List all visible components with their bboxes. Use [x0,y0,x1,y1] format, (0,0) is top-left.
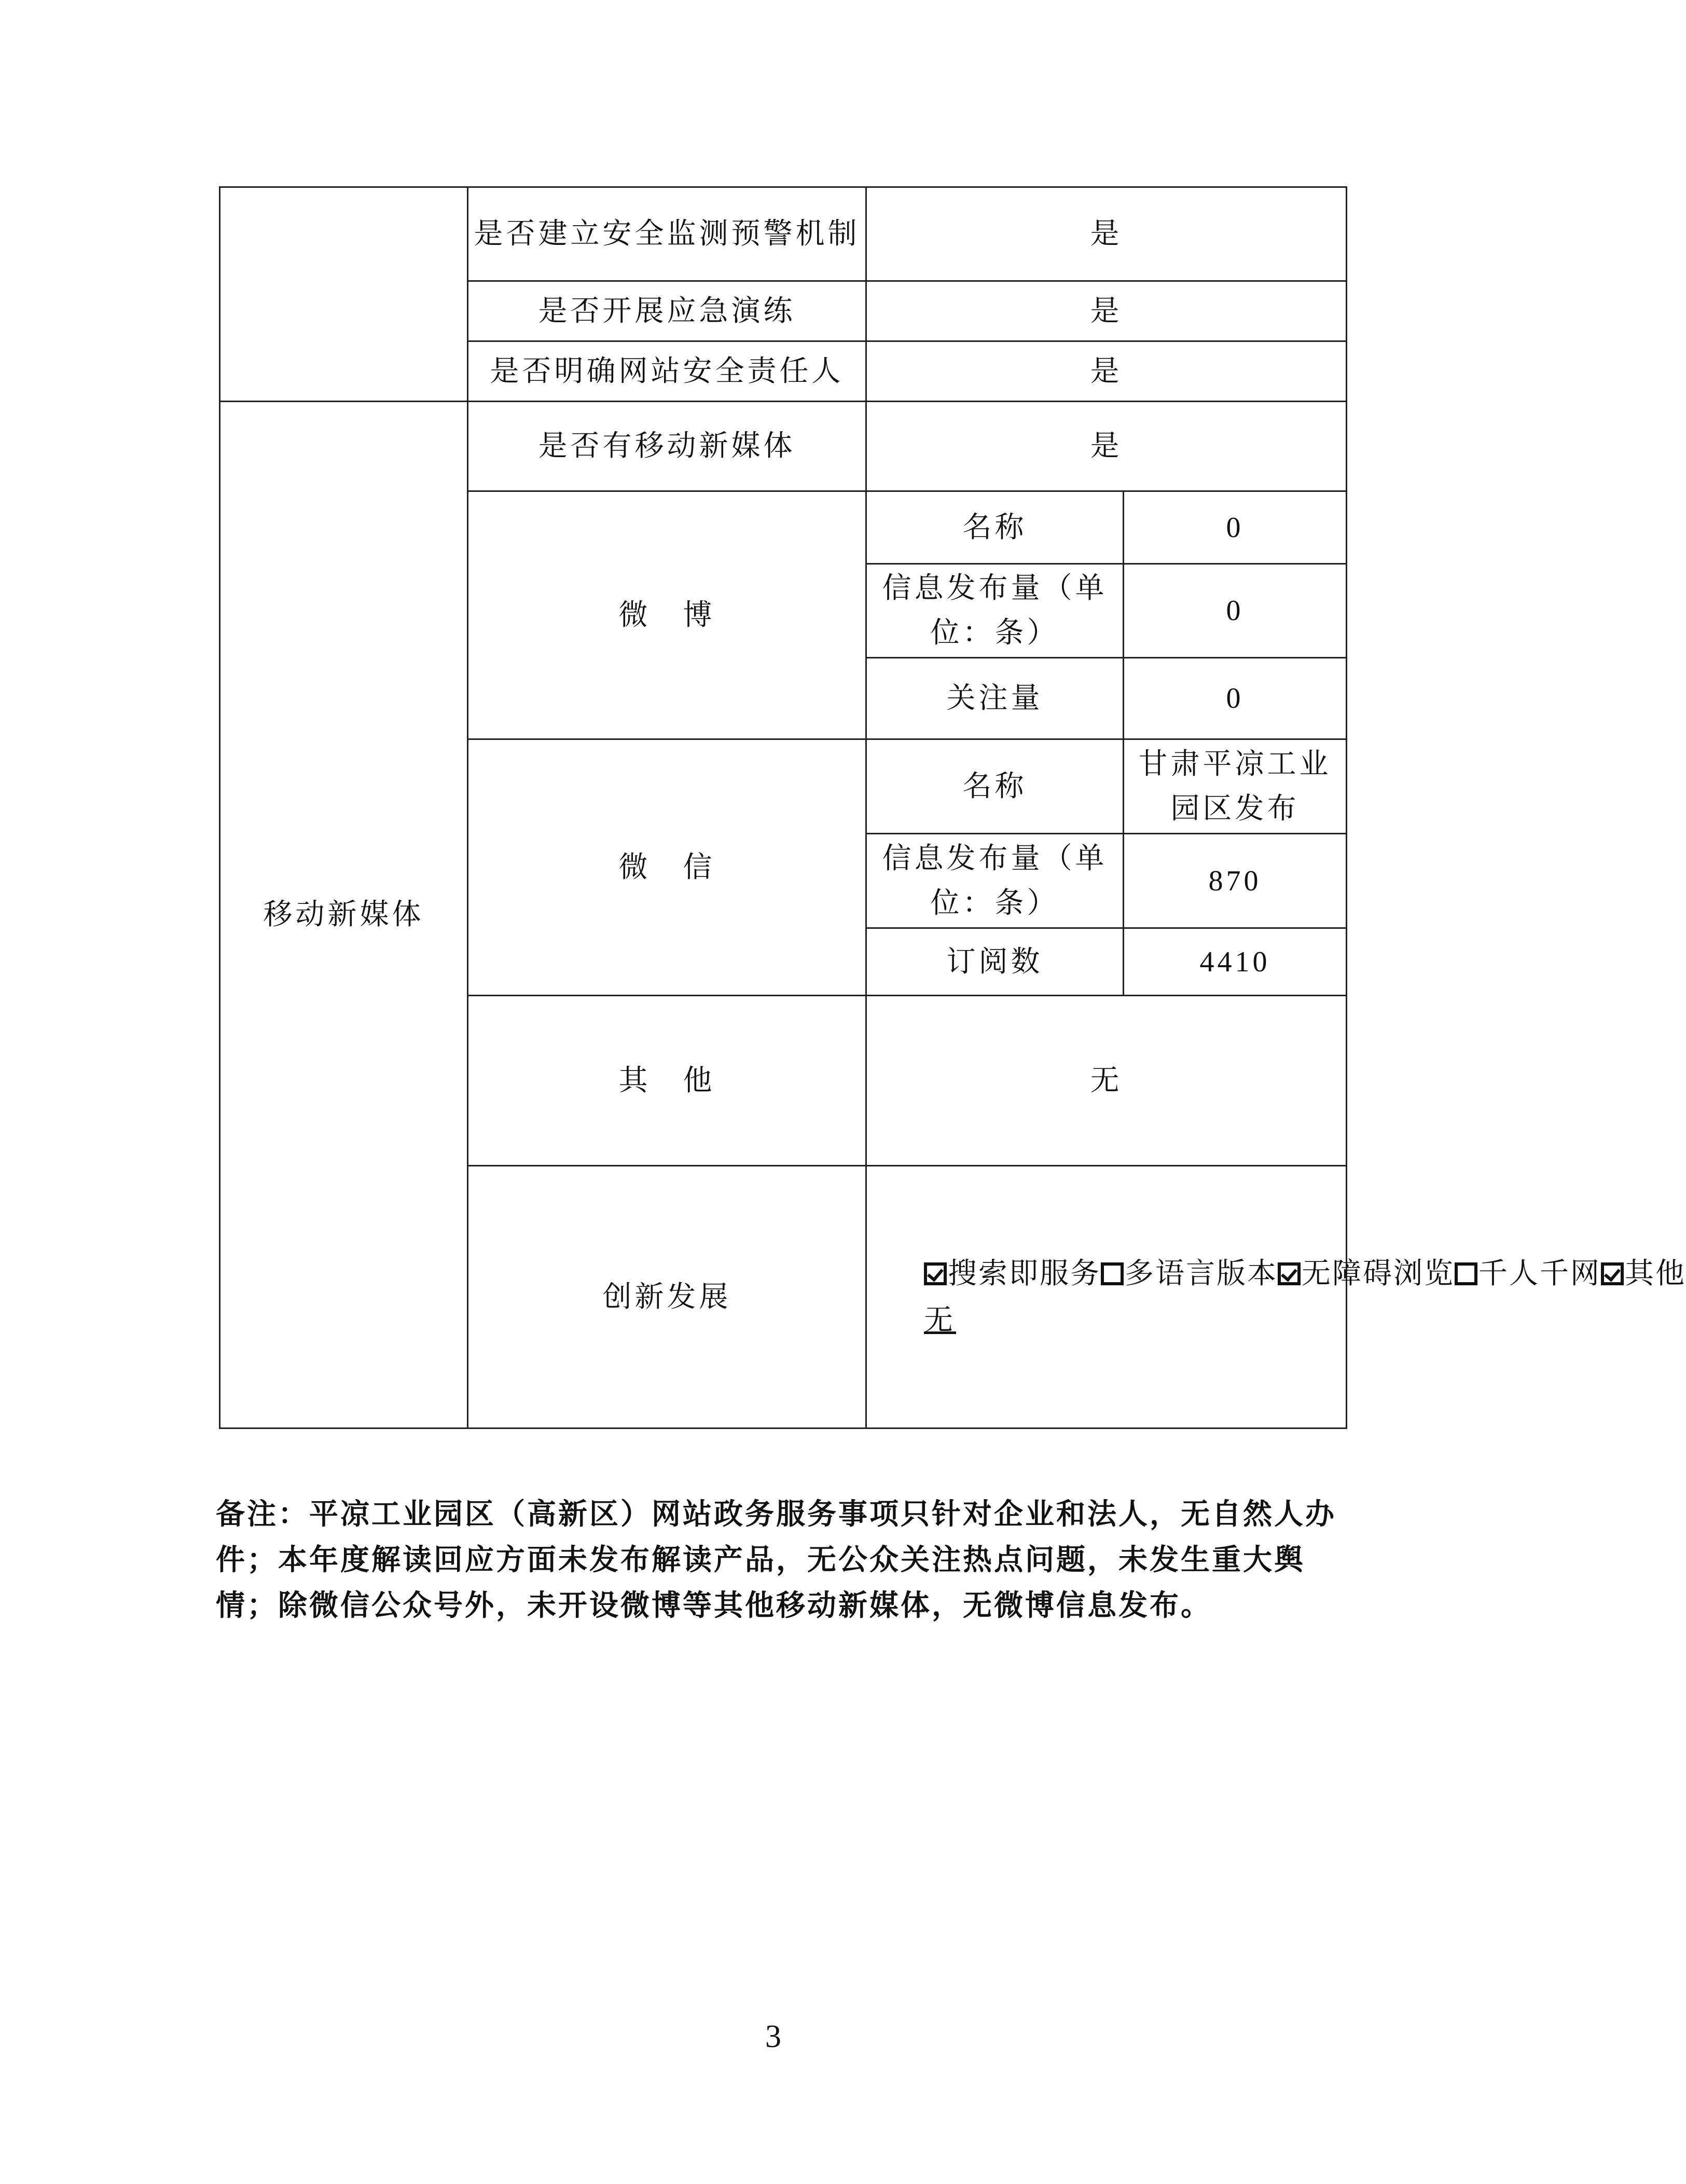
checked-box-icon[interactable] [1601,1262,1624,1285]
weibo-label: 微 博 [468,491,866,739]
wechat-subscribers-label: 订阅数 [866,928,1124,996]
table-row [220,402,1347,491]
wechat-label: 微 信 [468,739,866,996]
empty-box-icon[interactable] [1101,1262,1124,1285]
remarks-note: 备注：平凉工业园区（高新区）网站政务服务事项只针对企业和法人，无自然人办件；本年度解读回应方面未发布解读产品，无公众关注热点问题，未发生重大舆情；除微信公众号外，未开设微博等其他移动新媒体，无微博信息发布。 [216,1498,1336,1623]
checked-box-icon[interactable] [1278,1262,1301,1285]
security-section-cell [220,187,468,402]
security-label: 是否建立安全监测预警机制 [468,187,866,281]
innovation-options [866,1166,1686,1428]
wechat-posts-value: 870 [1124,834,1347,928]
option-search-as-service[interactable]: 搜索即服务 [924,1252,1101,1296]
security-label: 是否明确网站安全责任人 [468,341,866,402]
other-media-label: 其 他 [468,996,866,1166]
security-value: 是 [866,281,1347,341]
has-mobile-media-value: 是 [866,402,1347,491]
innovation-section-label: 创新发展 [468,1166,866,1428]
report-table [219,186,1686,1429]
mobile-media-section-label: 移动新媒体 [220,402,468,1428]
wechat-posts-label: 信息发布量（单位：条） [866,834,1124,928]
table-row [220,187,1347,281]
weibo-followers-value: 0 [1124,658,1347,739]
option-personalized[interactable]: 千人千网 [1455,1252,1601,1296]
weibo-posts-label: 信息发布量（单位：条） [866,564,1124,658]
empty-box-icon[interactable] [1455,1262,1477,1285]
security-label: 是否开展应急演练 [468,281,866,341]
wechat-name-value: 甘肃平凉工业园区发布 [1124,739,1347,834]
option-other[interactable]: 其他 [1601,1252,1686,1296]
other-media-value: 无 [866,996,1347,1166]
weibo-followers-label: 关注量 [866,658,1124,739]
checked-box-icon[interactable] [924,1262,947,1285]
weibo-name-value: 0 [1124,491,1347,564]
wechat-subscribers-value: 4410 [1124,928,1347,996]
page-number: 3 [765,2019,781,2054]
security-value: 是 [866,187,1347,281]
option-multilanguage[interactable]: 多语言版本 [1101,1252,1278,1296]
weibo-name-label: 名称 [866,491,1124,564]
option-accessibility[interactable]: 无障碍浏览 [1278,1252,1455,1296]
has-mobile-media-label: 是否有移动新媒体 [468,402,866,491]
weibo-posts-value: 0 [1124,564,1347,658]
innovation-other-value: 无 [924,1303,956,1337]
security-value: 是 [866,341,1347,402]
wechat-name-label: 名称 [866,739,1124,834]
